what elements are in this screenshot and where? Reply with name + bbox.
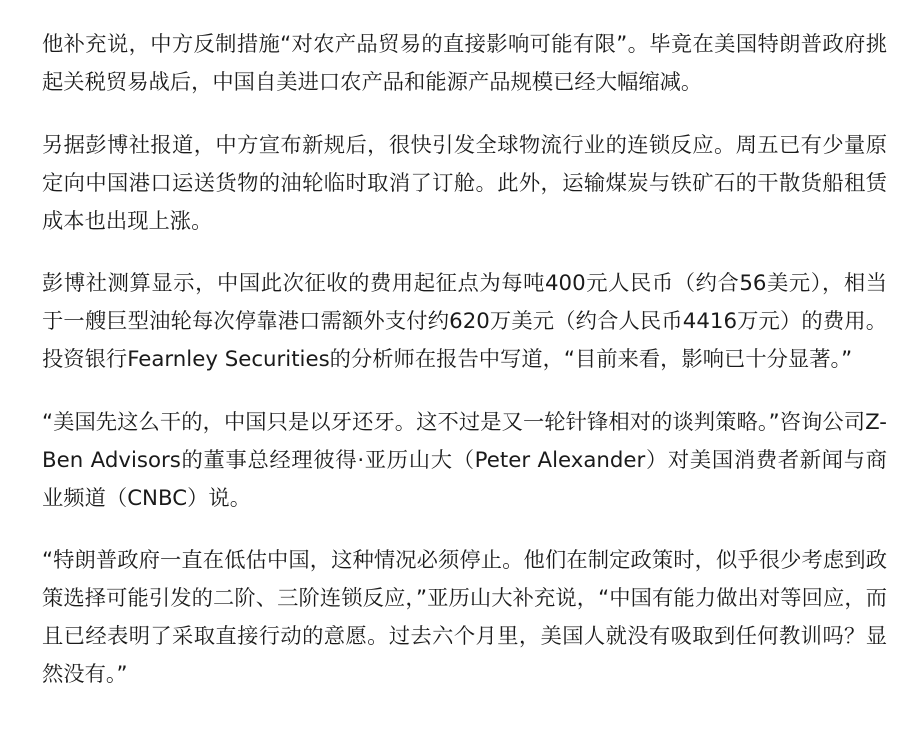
paragraph-1: 他补充说，中方反制措施“对农产品贸易的直接影响可能有限”。毕竟在美国特朗普政府挑起关税贸易战后，中国自美进口农产品和能源产品规模已经大幅缩减。 xyxy=(42,32,887,95)
paragraph-5: “特朗普政府一直在低估中国，这种情况必须停止。他们在制定政策时，似乎很少考虑到政策选择可能引发的二阶、三阶连锁反应，”亚历山大补充说，“中国有能力做出对等回应，而且已经表明了采取直接行动的意愿。过去六个月里，美国人就没有吸取到任何教训吗？显然没有。” xyxy=(42,548,887,687)
paragraph-4: “美国先这么干的，中国只是以牙还牙。这不过是又一轮针锋相对的谈判策略。”咨询公司Z-Ben Advisors的董事总经理彼得·亚历山大（Peter Alexander）对美国消费者新闻与商业频道（CNBC）说。 xyxy=(42,409,887,511)
article-body xyxy=(42,0,887,719)
paragraph-3: 彭博社测算显示，中国此次征收的费用起征点为每吨400元人民币（约合56美元），相当于一艘巨型油轮每次停靠港口需额外支付约620万美元（约合人民币4416万元）的费用。投资银行Fearnley Securities的分析师在报告中写道，“目前来看，影响已十分显著。” xyxy=(42,271,887,372)
paragraph-2: 另据彭博社报道，中方宣布新规后，很快引发全球物流行业的连锁反应。周五已有少量原定向中国港口运送货物的油轮临时取消了订舱。此外，运输煤炭与铁矿石的干散货船租赁成本也出现上涨。 xyxy=(42,132,887,234)
